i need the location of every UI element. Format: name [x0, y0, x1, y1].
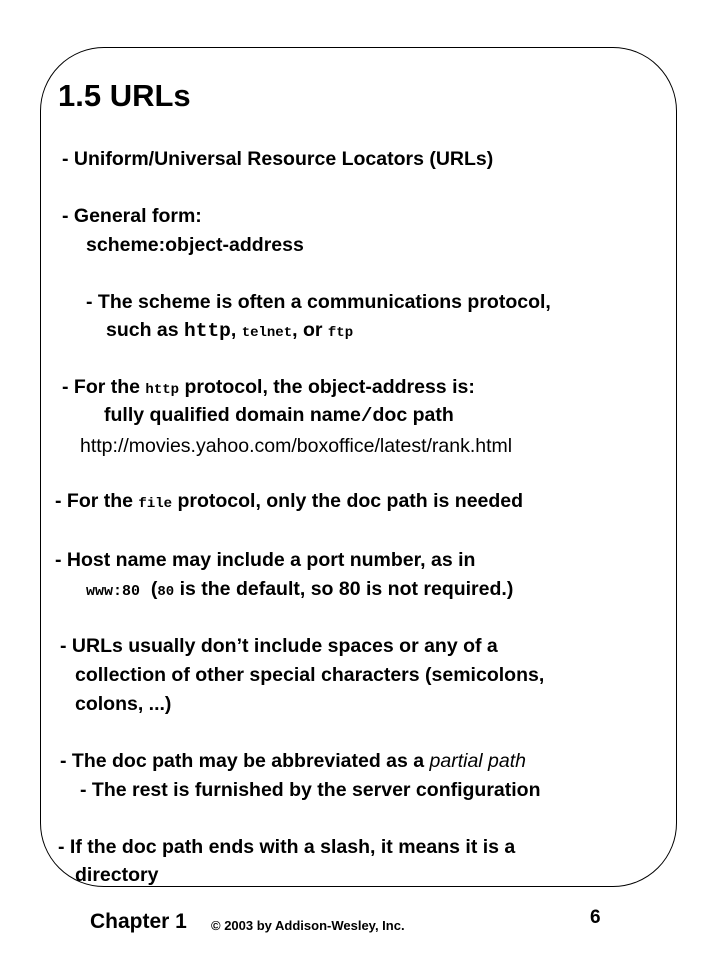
footer-copyright: © 2003 by Addison-Wesley, Inc.	[211, 918, 405, 933]
example-url: http://movies.yahoo.com/boxoffice/latest/rank.html	[80, 435, 513, 457]
server-configuration-note: - The rest is furnished by the server configuration	[80, 779, 541, 801]
object-address-format	[104, 401, 454, 430]
partial-path-term: partial path	[429, 750, 527, 772]
http-code-small: http	[145, 382, 180, 398]
file-bullet-text-a: - For the	[55, 490, 139, 512]
bullet-http-object-address	[62, 373, 475, 404]
partial-path-text: - The doc path may be abbreviated as a	[60, 750, 430, 772]
ftp-code: ftp	[327, 325, 354, 341]
bullet-scheme-protocol: - The scheme is often a communications protocol,	[86, 291, 551, 313]
slash-code: /	[360, 405, 373, 427]
http-code: http	[184, 320, 231, 342]
bullet-partial-path	[60, 747, 526, 775]
telnet-code: telnet	[241, 325, 293, 341]
footer-chapter: Chapter 1	[90, 910, 187, 933]
general-form-syntax: scheme:object-address	[86, 234, 304, 256]
port-example-text-a: (	[140, 578, 158, 600]
scheme-examples-text-c: , or	[292, 319, 328, 341]
domain-name-text: fully qualified domain name	[104, 404, 361, 426]
special-chars-end: colons, ...)	[75, 693, 172, 715]
bullet-url-special-chars: - URLs usually don’t include spaces or any of a	[60, 635, 498, 657]
www-port-code: www:80	[86, 583, 141, 600]
bullet-uniform-resource-locators: - Uniform/Universal Resource Locators (URLs)	[62, 148, 494, 170]
directory-word: directory	[75, 864, 159, 886]
scheme-examples-text-b: ,	[230, 319, 242, 341]
special-chars-continued: collection of other special characters (semicolons,	[75, 664, 545, 686]
http-bullet-text-b: protocol, the object-address is:	[179, 376, 475, 398]
bullet-trailing-slash: - If the doc path ends with a slash, it means it is a	[58, 836, 516, 858]
slide-title: 1.5 URLs	[58, 78, 191, 113]
doc-path-text: doc path	[372, 404, 454, 426]
http-bullet-text-a: - For the	[62, 376, 146, 398]
scheme-examples	[106, 316, 353, 347]
file-code: file	[138, 496, 173, 512]
bullet-file-protocol	[55, 487, 523, 518]
bullet-host-port: - Host name may include a port number, as in	[55, 549, 476, 571]
file-bullet-text-b: protocol, only the doc path is needed	[172, 490, 524, 512]
bullet-general-form: - General form:	[62, 205, 202, 227]
port-80-code: 80	[157, 584, 175, 600]
scheme-examples-text-a: such as	[106, 319, 185, 341]
port-example-text-b: is the default, so 80 is not required.)	[174, 578, 514, 600]
port-example	[86, 575, 513, 606]
page-number: 6	[590, 907, 601, 928]
